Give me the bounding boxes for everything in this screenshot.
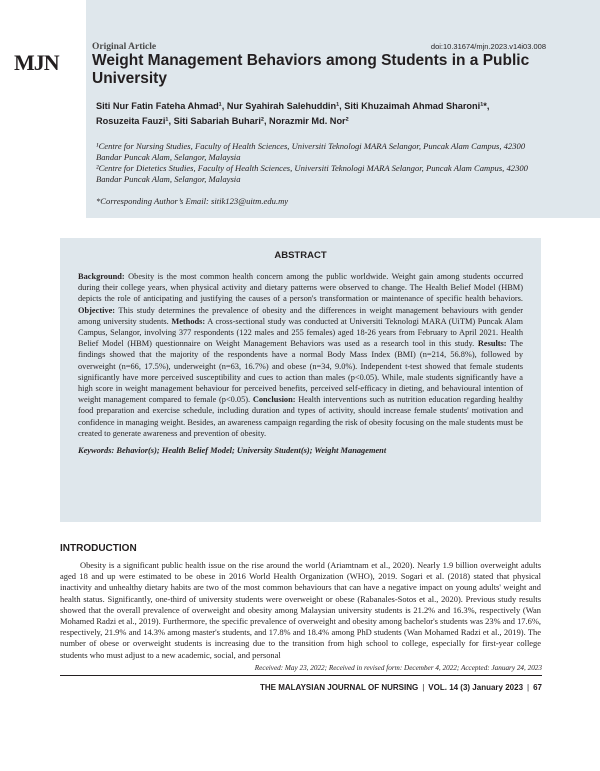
journal-name: THE MALAYSIAN JOURNAL OF NURSING <box>259 683 419 692</box>
footer-divider <box>60 675 542 676</box>
corresponding-author-email[interactable]: *Corresponding Author’s Email: sitik123@uitm.edu.my <box>96 196 289 206</box>
received-dates: Received: May 23, 2022; Received in revised form: December 4, 2022; Accepted: January 24, 2023 <box>254 664 542 672</box>
objective-text: This study determines the prevalence of obesity and the differences in weight management behaviours with gender among university students. <box>78 305 523 326</box>
introduction-heading: INTRODUCTION <box>60 543 137 554</box>
page-number: 67 <box>533 683 542 692</box>
abstract-body <box>78 271 523 439</box>
introduction-paragraph: Obesity is a significant public health issue on the rise around the world (Ariamtnam et al., 2020). Nearly 1.9 billion overweight adults aged 18 and up were estimated to be obese in 2016 World Health Organization (WHO), 2019. Sogari et al. (2018) stated that physical inactivity and unhealthy dietary habits are two of the most common behaviours that can have a negative impact on young adults' weight and health status. Significantly, one-third of university students were overweight or obese (Rabanales-Sotos et al., 2020). Previous study results showed that the overall prevalence of overweight and obesity among Malaysian university students is 21.2% and 16.3%, respectively (Wan Mohamed Radzi et al., 2019). Furthermore, the specific prevalence of overweight and obesity among bachelor's students was 23% and 17.6%, respectively, 21.9% and 14.3% among master's students, and 17.8% and 18.4% among PhD students (Wan Mohamed Radzi et al., 2019). The number of obese or overweight students is increasing due to the transition from high school to college, especially for first-year college students who must adjust to a new academic, social, and personal <box>60 560 541 660</box>
conclusion-label: Conclusion: <box>252 395 296 405</box>
author-line-1: Siti Nur Fatin Fateha Ahmad¹, Nur Syahirah Salehuddin¹, Siti Khuzaimah Ahmad Sharoni¹*, <box>96 101 490 111</box>
conclusion-text: Health interventions such as nutrition education regarding healthy food preparation and exercise schedule, including duration and types of activity, should increase female students' motivation and confidence in managing weight. Besides, an awareness campaign regarding the risk of obesity focusing on the male students must be created to generate awareness and prevention of obesity. <box>78 395 523 438</box>
methods-label: Methods: <box>171 316 206 326</box>
article-title: Weight Management Behaviors among Students in a Public University <box>92 52 530 87</box>
journal-issue: VOL. 14 (3) January 2023 <box>428 683 524 692</box>
article-type-label: Original Article <box>92 42 157 52</box>
journal-logo: MJN <box>14 50 59 75</box>
methods-text: A cross-sectional study was conducted at Universiti Teknologi MARA (UiTM) Puncak Alam Campus, Selangor, involving 377 respondents (122 males and 255 females) aged 18-26 years from February to April 2021. Health Belief Model (HBM) questionnaire on Weight Management Behaviors was used as a research tool in this study. <box>78 316 523 349</box>
background-label: Background: <box>78 272 125 281</box>
footer-separator-2: | <box>527 683 530 692</box>
background-text: Obesity is the most common health concern among the public worldwide. Weight gain among students occurred during their college years, when physical activity and dietary patterns were observed to change. The Health Belief Model (HBM) depicts the role of anticipating and justifying the causes of a person's transformation or maintenance of specific health behaviors. <box>78 272 523 304</box>
doi-link[interactable]: doi:10.31674/mjn.2023.v14i03.008 <box>430 42 546 51</box>
affiliation-2: ²Centre for Dietetics Studies, Faculty of Health Sciences, Universiti Teknologi MARA Selangor, Puncak Alam Campus, 42300 Bandar Puncak Alam, Selangor, Malaysia <box>96 163 528 184</box>
results-label: Results: <box>477 339 507 349</box>
abstract-heading: ABSTRACT <box>274 250 327 261</box>
page-footer <box>260 683 542 692</box>
abstract-box <box>60 238 541 522</box>
objective-label: Objective: <box>78 305 116 315</box>
results-text: The findings showed that the majority of the respondents have a normal Body Mass Index (BMI) (n=214, 56.8%), followed by overweight (n=66, 17.5%), underweight (n=63, 16.7%) and obese (n=34, 9.0%). Independent t-test showed that female students significantly have more perceived susceptibility and cues to action than males (p<0.05). While, male students significantly have a high score in weight management behaviour for perceived benefits, perceived self-efficacy in dieting, and behavioural intention of weight management compared to female (p<0.05). <box>78 339 523 405</box>
author-line-2: Rosuzeita Fauzi¹, Siti Sabariah Buhari², Norazmir Md. Nor² <box>96 116 349 126</box>
footer-separator-1: | <box>422 683 425 692</box>
author-list <box>96 99 556 129</box>
affiliation-1: ¹Centre for Nursing Studies, Faculty of Health Sciences, Universiti Teknologi MARA Selangor, Puncak Alam Campus, 42300 Bandar Puncak Alam, Selangor, Malaysia <box>96 141 526 162</box>
keywords: Keywords: Behavior(s); Health Belief Model; University Student(s); Weight Management <box>78 446 387 456</box>
